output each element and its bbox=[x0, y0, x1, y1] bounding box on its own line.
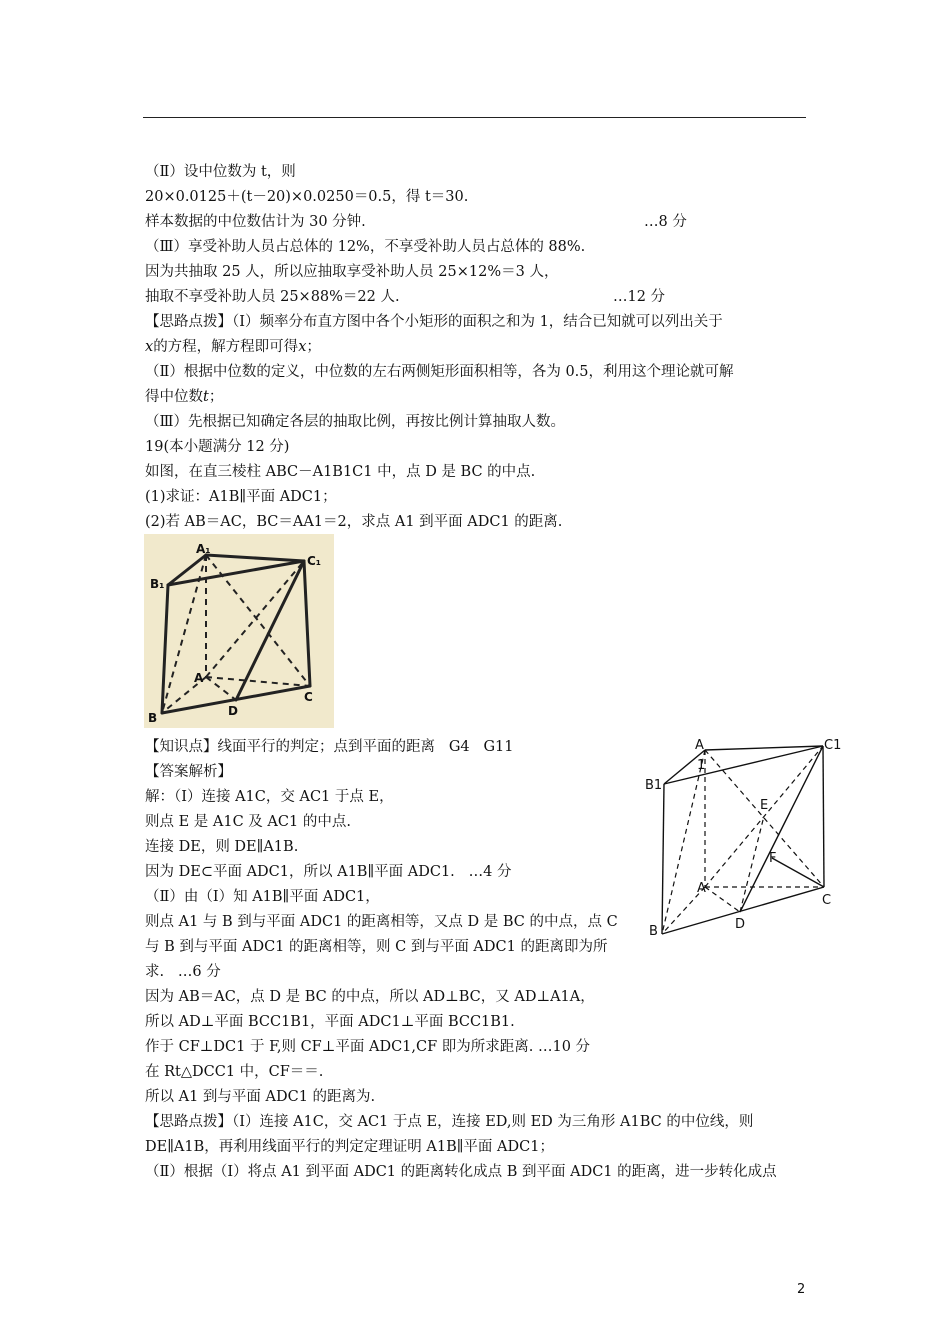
text-line: 连接 DE，则 DE∥A1B. bbox=[145, 839, 299, 855]
text-line: （Ⅱ）设中位数为 t，则 bbox=[145, 164, 296, 180]
variable-t: t bbox=[203, 389, 209, 405]
photo-label: D bbox=[228, 704, 238, 718]
prism-photo-figure bbox=[144, 534, 334, 728]
text-line: （Ⅱ）根据（Ⅰ）将点 A1 到平面 ADC1 的距离转化成点 B 到平面 ADC1 的距离，进一步转化成点 bbox=[145, 1164, 777, 1180]
diagram-label: B1 bbox=[645, 778, 663, 793]
photo-label: A₁ bbox=[196, 542, 211, 556]
text-line: 则点 E 是 A1C 及 AC1 的中点. bbox=[145, 814, 351, 830]
text-line: 抽取不享受补助人员 25×88%＝22 人. bbox=[145, 289, 400, 305]
photo-label: C bbox=[304, 690, 313, 704]
text-line: (1)求证：A1B∥平面 ADC1； bbox=[145, 489, 337, 505]
text-line: 则点 A1 与 B 到与平面 ADC1 的距离相等，又点 D 是 BC 的中点，点 C bbox=[145, 914, 618, 930]
text-line: x的方程，解方程即可得x； bbox=[145, 339, 321, 355]
text-line: （Ⅱ）根据中位数的定义，中位数的左右两侧矩形面积相等，各为 0.5，利用这个理论就可解 bbox=[145, 364, 734, 380]
score-tag: …12 分 bbox=[613, 289, 666, 305]
text-line: （Ⅲ）先根据已知确定各层的抽取比例，再按比例计算抽取人数。 bbox=[145, 414, 565, 430]
photo-label: B₁ bbox=[150, 577, 165, 591]
diagram-label: A bbox=[697, 881, 706, 896]
text-line: 在 Rt△DCC1 中，CF＝＝. bbox=[145, 1064, 324, 1080]
variable-x: x bbox=[145, 339, 154, 355]
variable-x: x bbox=[298, 339, 307, 355]
photo-label: A bbox=[194, 671, 204, 685]
diagram-label: C1 bbox=[824, 738, 842, 753]
diagram-label: A bbox=[695, 738, 704, 753]
text-line: 【知识点】线面平行的判定；点到平面的距离 G4 G11 bbox=[145, 739, 514, 755]
text-line: 【思路点拨】（Ⅰ）连接 A1C，交 AC1 于点 E，连接 ED,则 ED 为三角形 A1BC 的中位线，则 bbox=[145, 1114, 754, 1130]
text-line: DE∥A1B，再利用线面平行的判定定理证明 A1B∥平面 ADC1； bbox=[145, 1139, 554, 1155]
diagram-label: 1 bbox=[697, 758, 706, 773]
diagram-label: B bbox=[649, 924, 658, 939]
text-line: 因为共抽取 25 人，所以应抽取享受补助人员 25×12%＝3 人， bbox=[145, 264, 559, 280]
text-line: （Ⅱ）由（Ⅰ）知 A1B∥平面 ADC1， bbox=[145, 889, 380, 905]
text-line: 【答案解析】 bbox=[145, 764, 232, 780]
text-line: 求. …6 分 bbox=[145, 964, 221, 980]
text-line: 因为 AB＝AC，点 D 是 BC 的中点，所以 AD⊥BC，又 AD⊥A1A， bbox=[145, 989, 595, 1005]
text-line: 样本数据的中位数估计为 30 分钟. bbox=[145, 214, 366, 230]
diagram-label: C bbox=[822, 893, 832, 908]
diagram-label: F bbox=[769, 851, 777, 866]
photo-label: C₁ bbox=[307, 554, 322, 568]
diagram-label: E bbox=[760, 798, 769, 813]
text-line: 得中位数t； bbox=[145, 389, 224, 405]
photo-label: B bbox=[148, 711, 158, 725]
page-number: 2 bbox=[797, 1282, 806, 1297]
text-line: (2)若 AB＝AC，BC＝AA1＝2，求点 A1 到平面 ADC1 的距离. bbox=[145, 514, 563, 530]
prism-diagram-figure bbox=[640, 732, 852, 942]
text-line: 因为 DE⊂平面 ADC1，所以 A1B∥平面 ADC1. …4 分 bbox=[145, 864, 512, 880]
text-line: 解：（Ⅰ）连接 A1C，交 AC1 于点 E， bbox=[145, 789, 394, 805]
text-line: 与 B 到与平面 ADC1 的距离相等，则 C 到与平面 ADC1 的距离即为所 bbox=[145, 939, 608, 955]
text-line: 19(本小题满分 12 分) bbox=[145, 439, 290, 455]
header-rule bbox=[143, 117, 806, 118]
text-line: 【思路点拨】（Ⅰ）频率分布直方图中各个小矩形的面积之和为 1，结合已知就可以列出关于 bbox=[145, 314, 723, 330]
text-line: 20×0.0125＋(t－20)×0.0250＝0.5，得 t＝30. bbox=[145, 189, 469, 205]
diagram-label: D bbox=[735, 917, 746, 932]
text-line: 所以 AD⊥平面 BCC1B1，平面 ADC1⊥平面 BCC1B1. bbox=[145, 1014, 515, 1030]
text-line: 所以 A1 到与平面 ADC1 的距离为. bbox=[145, 1089, 376, 1105]
text-line: 作于 CF⊥DC1 于 F,则 CF⊥平面 ADC1,CF 即为所求距离. …10 分 bbox=[145, 1039, 591, 1055]
score-tag: …8 分 bbox=[644, 214, 687, 230]
text-line: （Ⅲ）享受补助人员占总体的 12%，不享受补助人员占总体的 88%. bbox=[145, 239, 586, 255]
text-line: 如图，在直三棱柱 ABC－A1B1C1 中，点 D 是 BC 的中点. bbox=[145, 464, 536, 480]
